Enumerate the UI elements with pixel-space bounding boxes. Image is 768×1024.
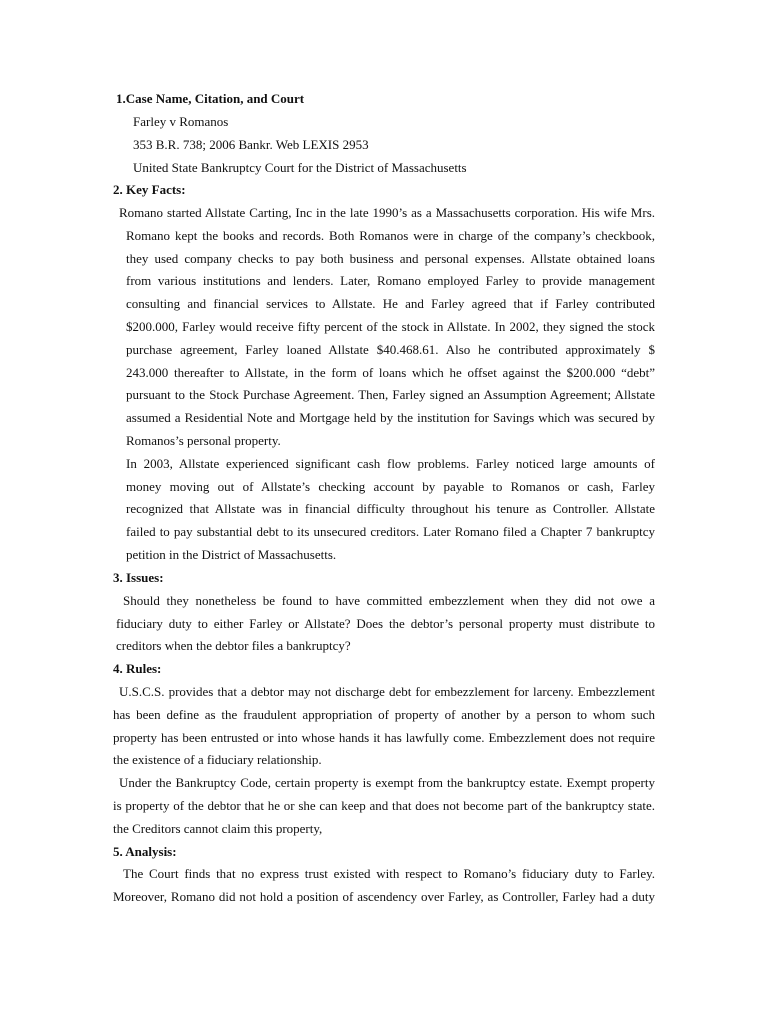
section-4-heading: 4. Rules:	[113, 661, 162, 676]
section-2-heading: 2. Key Facts:	[113, 182, 186, 197]
issues-line: Should they nonetheless be found to have committed embezzlement when they did not owe a	[123, 593, 655, 608]
case-name: Farley v Romanos	[133, 114, 229, 129]
section-5-heading: 5. Analysis:	[113, 844, 177, 859]
key-facts-line: Romano kept the books and records. Both Romanos were in charge of the company’s checkbook,	[126, 228, 655, 243]
issues-line: fiduciary duty to either Farley or Allstate? Does the debtor’s personal property must distribute to	[116, 616, 655, 631]
rules-line: Under the Bankruptcy Code, certain property is exempt from the bankruptcy estate. Exempt property	[119, 775, 655, 790]
case-citation: 353 B.R. 738; 2006 Bankr. Web LEXIS 2953	[133, 137, 369, 152]
analysis-line: The Court finds that no express trust existed with respect to Romano’s fiduciary duty to Farley.	[123, 866, 655, 881]
key-facts-line: Romanos’s personal property.	[126, 433, 281, 448]
rules-line: the Creditors cannot claim this property,	[113, 821, 323, 836]
rules-line: property has been entrusted or into whose hands it has lawfully come. Embezzlement does not require	[113, 730, 655, 745]
key-facts-line: recognized that Allstate was in financial difficulty throughout his tenure as Controller. Allstate	[126, 501, 655, 516]
key-facts-line: assumed a Residential Note and Mortgage held by the institution for Savings which was secured by	[126, 410, 655, 425]
key-facts-line: they used company checks to pay both business and personal expenses. Allstate obtained loans	[126, 251, 655, 266]
key-facts-line: consulting and financial services to Allstate. He and Farley agreed that if Farley contributed	[126, 296, 655, 311]
rules-line: U.S.C.S. provides that a debtor may not discharge debt for embezzlement for larceny. Embezzlement	[119, 684, 655, 699]
rules-line: the existence of a fiduciary relationship.	[113, 752, 322, 767]
key-facts-line: purchase agreement, Farley loaned Allstate $40.468.61. Also he contributed approximately $	[126, 342, 655, 357]
key-facts-line: petition in the District of Massachusetts.	[126, 547, 337, 562]
key-facts-line: $200.000, Farley would receive fifty percent of the stock in Allstate. In 2002, they signed the stock	[126, 319, 655, 334]
issues-line: creditors when the debtor files a bankruptcy?	[116, 638, 351, 653]
section-1-heading: 1.Case Name, Citation, and Court	[116, 91, 305, 106]
section-3-heading: 3. Issues:	[113, 570, 164, 585]
key-facts-line: pursuant to the Stock Purchase Agreement. Then, Farley signed an Assumption Agreement; Allstate	[126, 387, 655, 402]
case-court: United State Bankruptcy Court for the District of Massachusetts	[133, 160, 467, 175]
analysis-line: Moreover, Romano did not hold a position of ascendency over Farley, as Controller, Farley had a duty	[113, 889, 655, 904]
key-facts-line: from various institutions and lenders. Later, Romano employed Farley to provide management	[126, 273, 655, 288]
key-facts-line: 243.000 thereafter to Allstate, in the form of loans which he offset against the $200.000 “debt”	[126, 365, 655, 380]
key-facts-line: failed to pay substantial debt to its unsecured creditors. Later Romano filed a Chapter 7 bankruptcy	[126, 524, 655, 539]
rules-line: is property of the debtor that he or she can keep and that does not become part of the bankruptcy state.	[113, 798, 655, 813]
rules-line: has been define as the fraudulent appropriation of property of another by a person to whom such	[113, 707, 655, 722]
key-facts-line: In 2003, Allstate experienced significant cash flow problems. Farley noticed large amounts of	[126, 456, 655, 471]
key-facts-line: Romano started Allstate Carting, Inc in the late 1990’s as a Massachusetts corporation. His wife Mrs.	[119, 205, 655, 220]
key-facts-line: money moving out of Allstate’s checking account by payable to Romanos or cash, Farley	[126, 479, 655, 494]
